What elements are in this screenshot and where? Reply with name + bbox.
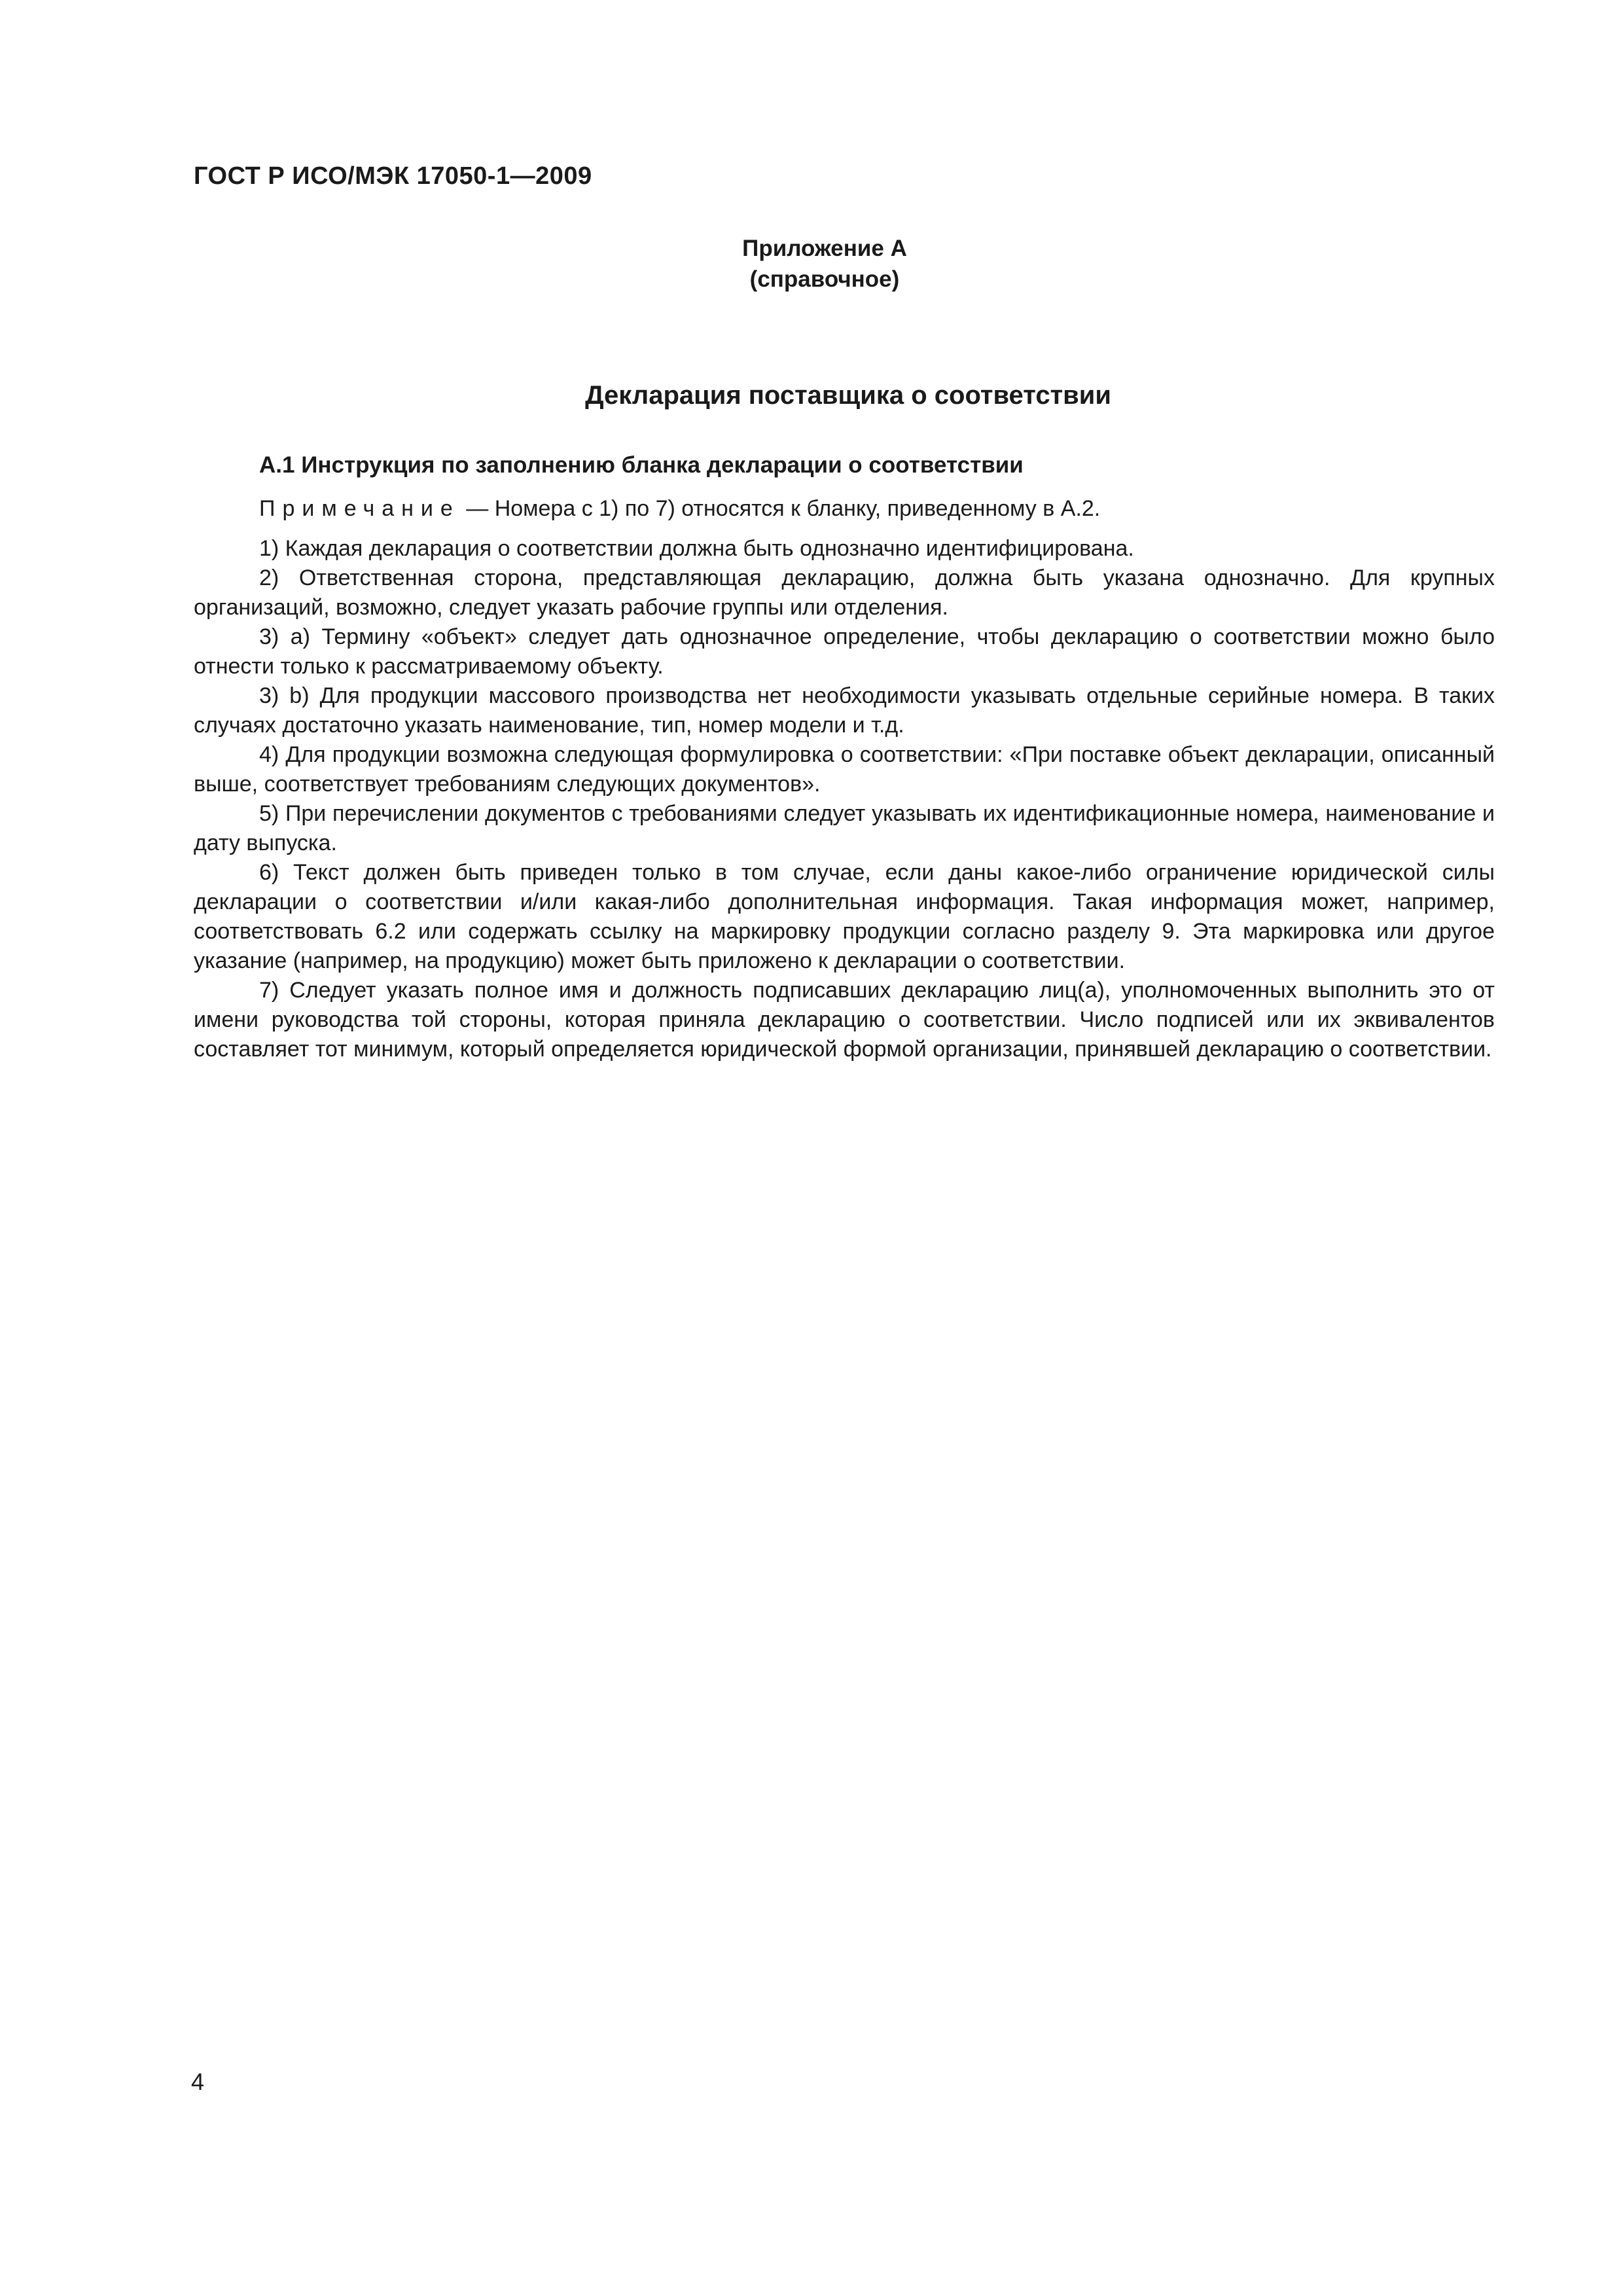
annex-label: Приложение А xyxy=(742,236,907,261)
document-header: ГОСТ Р ИСО/МЭК 17050-1—2009 xyxy=(194,162,592,190)
instruction-item-4: 4) Для продукции возможна следующая формулировка о соответствии: «При поставке объект декларации, описанный выше, соответствует требованиям следующих документов». xyxy=(194,742,1495,797)
note-label: Примечание xyxy=(259,496,460,521)
note xyxy=(259,496,1100,522)
section-heading: А.1 Инструкция по заполнению бланка декларации о соответствии xyxy=(259,452,1024,478)
instruction-item-1: 1) Каждая декларация о соответствии должна быть однозначно идентифицирована. xyxy=(259,536,1134,561)
annex-label-block xyxy=(654,233,995,295)
page-number: 4 xyxy=(191,2068,205,2095)
instruction-list xyxy=(194,534,1495,1064)
annex-type: (справочное) xyxy=(749,266,900,292)
note-text: — Номера с 1) по 7) относятся к бланку, приведенному в А.2. xyxy=(459,496,1101,521)
instruction-item-2: 2) Ответственная сторона, представляющая декларацию, должна быть указана однозначно. Для крупных организаций, возможно, следует указать рабочие группы или отделения. xyxy=(194,565,1495,620)
instruction-item-5: 5) При перечислении документов с требованиями следует указывать их идентификационные номера, наименование и дату выпуска. xyxy=(194,801,1495,855)
annex-title: Декларация поставщика о соответствии xyxy=(585,381,1111,410)
instruction-item-6: 6) Текст должен быть приведен только в том случае, если даны какое-либо ограничение юридической силы декларации о соответствии и/или какая-либо дополнительная информация. Такая информация может, например, соответствовать 6.2 или содержать ссылку на маркировку продукции согласно разделу 9. Эта маркировка или другое указание (например, на продукцию) может быть приложено к декларации о соответствии. xyxy=(194,860,1495,973)
instruction-item-3b: 3) b) Для продукции массового производства нет необходимости указывать отдельные серийные номера. В таких случаях достаточно указать наименование, тип, номер модели и т.д. xyxy=(194,683,1495,738)
instruction-item-3a: 3) а) Термину «объект» следует дать однозначное определение, чтобы декларацию о соответствии можно было отнести только к рассматриваемому объекту. xyxy=(194,624,1495,679)
instruction-item-7: 7) Следует указать полное имя и должность подписавших декларацию лиц(а), уполномоченных выполнить это от имени руководства той стороны, которая приняла декларацию о соответствии. Число подписей или их эквивалентов составляет тот минимум, который определяется юридической формой организации, принявшей декларацию о соответствии. xyxy=(194,978,1495,1062)
